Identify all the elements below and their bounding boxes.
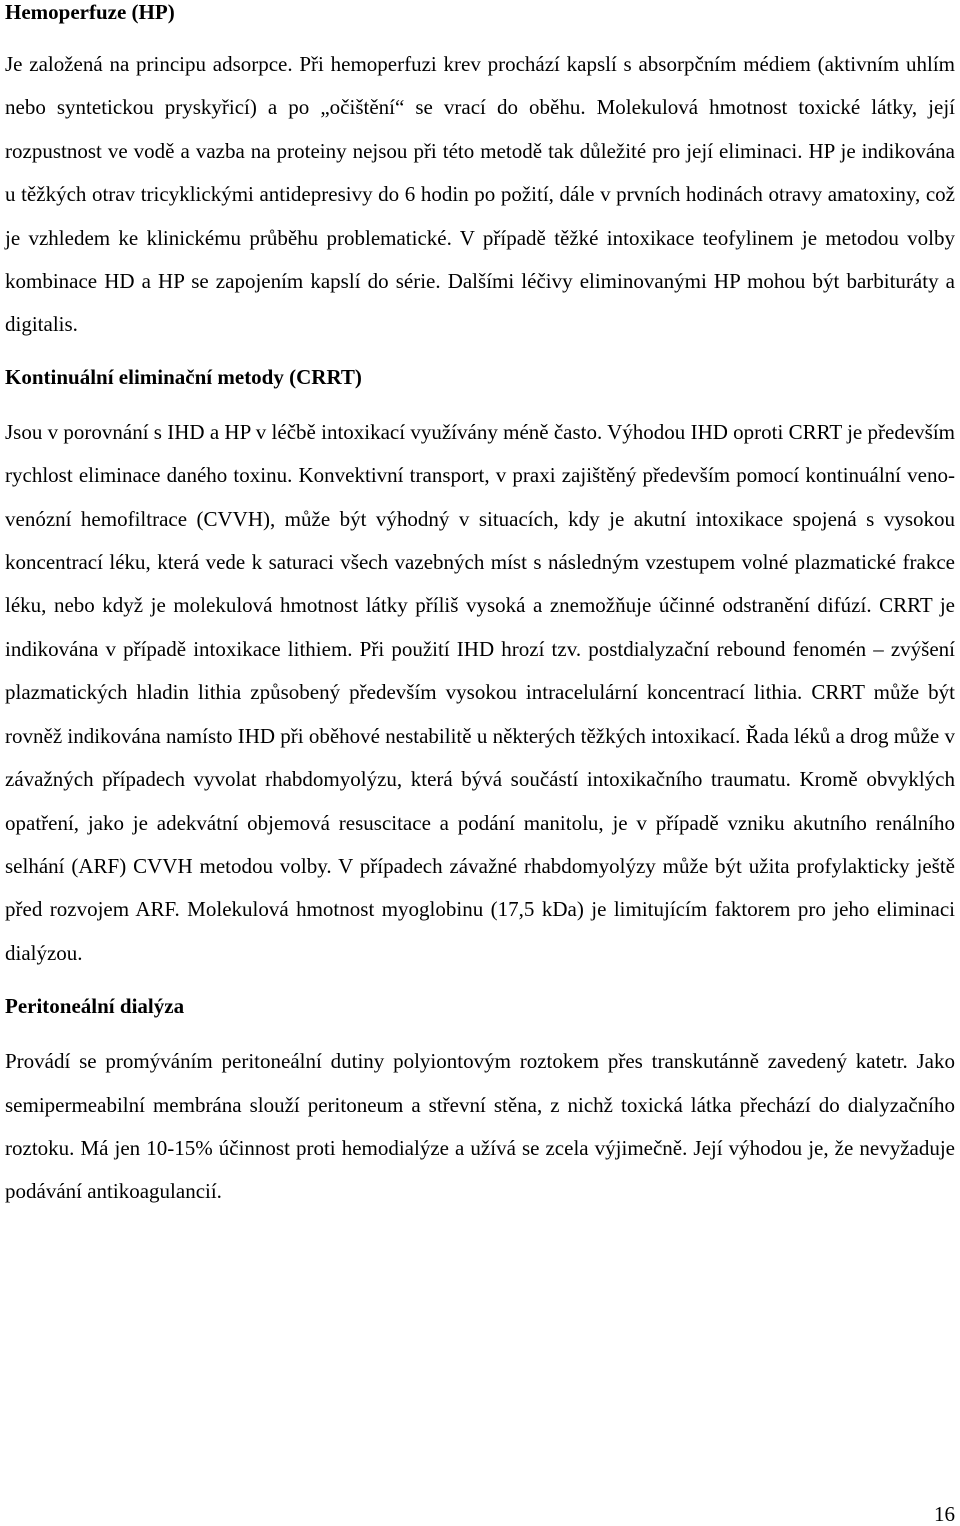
section-heading-crrt: Kontinuální eliminační metody (CRRT) [5, 364, 362, 389]
section-paragraph-hemoperfuze: Je založená na principu adsorpce. Při hemoperfuzi krev prochází kapslí s absorpčním médiem (aktivním uhlím nebo syntetickou pryskyřicí) a po „očištění“ se vrací do oběhu. Molekulová hmotnost toxické látky, její rozpustnost ve vodě a vazba na proteiny nejsou při této metodě tak důležité pro její eliminaci. HP je indikována u těžkých otrav tricyklickými antidepresivy do 6 hodin po požití, dále v prvních hodinách otravy amatoxiny, což je vzhledem ke klinickému průběhu problematické. V případě těžké intoxikace teofylinem je metodou volby kombinace HD a HP se zapojením kapslí do série. Dalšími léčivy eliminovanými HP mohou být barbituráty a digitalis. [5, 52, 955, 337]
section-paragraph-peritoneal-dialysis: Provádí se promýváním peritoneální dutiny polyiontovým roztokem přes transkutánně zavedený katetr. Jako semipermeabilní membrána slouží peritoneum a střevní stěna, z nichž toxická látka přechází do dialyzačního roztoku. Má jen 10-15% účinnost proti hemodialýze a užívá se zcela výjimečně. Její výhodou je, že nevyžaduje podávání antikoagulancií. [5, 1049, 955, 1204]
document-page [5, 0, 955, 1214]
section-heading-peritoneal-dialysis: Peritoneální dialýza [5, 994, 185, 1019]
section-heading-hemoperfuze: Hemoperfuze (HP) [5, 0, 175, 24]
section-paragraph-crrt: Jsou v porovnání s IHD a HP v léčbě intoxikací využívány méně často. Výhodou IHD oproti CRRT je především rychlost eliminace daného toxinu. Konvektivní transport, v praxi zajištěný především pomocí kontinuální veno-venózní hemofiltrace (CVVH), může být výhodný v situacích, kdy je akutní intoxikace spojená s vysokou koncentrací léku, která vede k saturaci všech vazebných míst s následným vzestupem volné plazmatické frakce léku, nebo když je molekulová hmotnost látky příliš vysoká a znemožňuje účinné odstranění difúzí. CRRT je indikována v případě intoxikace lithiem. Při použití IHD hrozí tzv. postdialyzační rebound fenomén – zvýšení plazmatických hladin lithia způsobený především vysokou intracelulární koncentrací lithia. CRRT může být rovněž indikována namísto IHD při oběhové nestabilitě u některých těžkých intoxikací. Řada léků a drog může v závažných případech vyvolat rhabdomyolýzu, která bývá součástí intoxikačního traumatu. Kromě obvyklých opatření, jako je adekvátní objemová resuscitace a podání manitolu, je v případě vzniku akutního renálního selhání (ARF) CVVH metodou volby. V případech závažné rhabdomyolýzy může být užita profylakticky ještě před rozvojem ARF. Molekulová hmotnost myoglobinu (17,5 kDa) je limitujícím faktorem pro jeho eliminaci dialýzou. [5, 419, 955, 965]
page-number: 16 [934, 1502, 955, 1526]
